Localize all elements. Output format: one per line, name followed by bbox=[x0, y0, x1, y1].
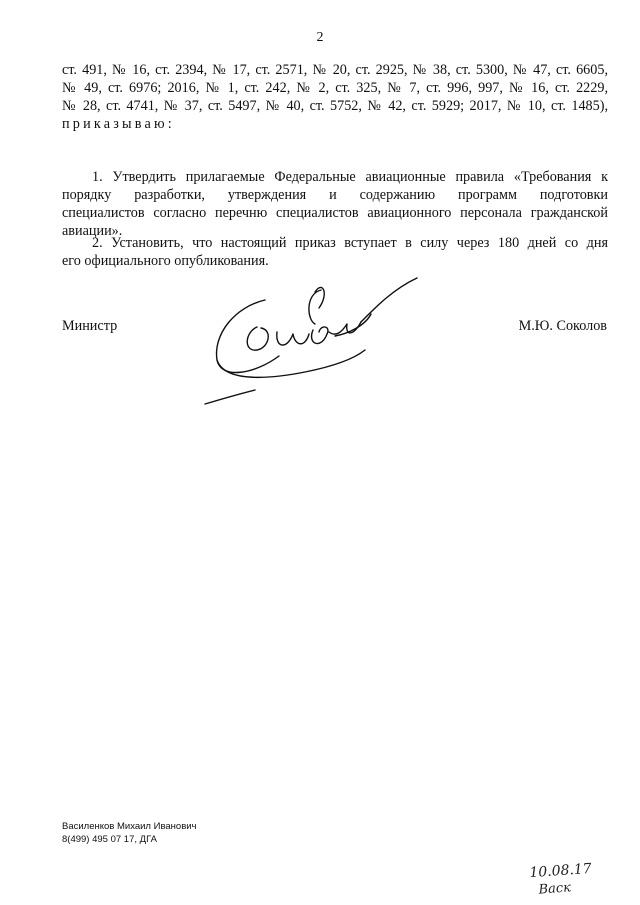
paragraph-1-line-1: 1. Утвердить прилагаемые Федеральные авиационные правила «Требования к bbox=[92, 169, 608, 185]
executor-info bbox=[62, 820, 197, 846]
intro-line-3: № 28, ст. 4741, № 37, ст. 5497, № 40, ст. 5752, № 42, ст. 5929; 2017, № 10, ст. 1485), bbox=[62, 98, 608, 114]
intro-line-1: ст. 491, № 16, ст. 2394, № 17, ст. 2571, № 20, ст. 2925, № 38, ст. 5300, № 47, ст. 6605, bbox=[62, 62, 608, 78]
executor-phone: 8(499) 495 07 17, ДГА bbox=[62, 834, 157, 845]
paragraph-2 bbox=[62, 234, 608, 270]
intro-line-2: № 49, ст. 6976; 2016, № 1, ст. 242, № 2, ст. 325, № 7, ст. 996, 997, № 16, ст. 2229, bbox=[62, 80, 608, 96]
paragraph-2-line-2: его официального опубликования. bbox=[62, 253, 269, 269]
paragraph-2-line-1: 2. Установить, что настоящий приказ вступает в силу через 180 дней со дня bbox=[92, 235, 608, 251]
handwritten-date: 10.08.17 bbox=[528, 860, 593, 882]
signatory-position: Министр bbox=[62, 318, 118, 334]
paragraph-1-line-2: порядку разработки, утверждения и содержанию программ подготовки bbox=[62, 187, 608, 203]
legal-basis-text bbox=[62, 61, 608, 133]
page-number: 2 bbox=[316, 30, 324, 45]
order-word: приказываю: bbox=[62, 116, 175, 132]
paragraph-1-line-3: специалистов согласно перечню специалистов авиационного персонала гражданской bbox=[62, 205, 608, 221]
signatory-name: М.Ю. Соколов bbox=[518, 318, 607, 334]
paragraph-1-line-4: авиации». bbox=[62, 223, 123, 239]
handwritten-note bbox=[529, 860, 594, 900]
executor-name: Василенков Михаил Иванович bbox=[62, 821, 197, 832]
paragraph-1 bbox=[62, 168, 608, 240]
handwritten-initials: Васк bbox=[538, 880, 572, 898]
handwritten-signature-icon bbox=[195, 272, 425, 412]
